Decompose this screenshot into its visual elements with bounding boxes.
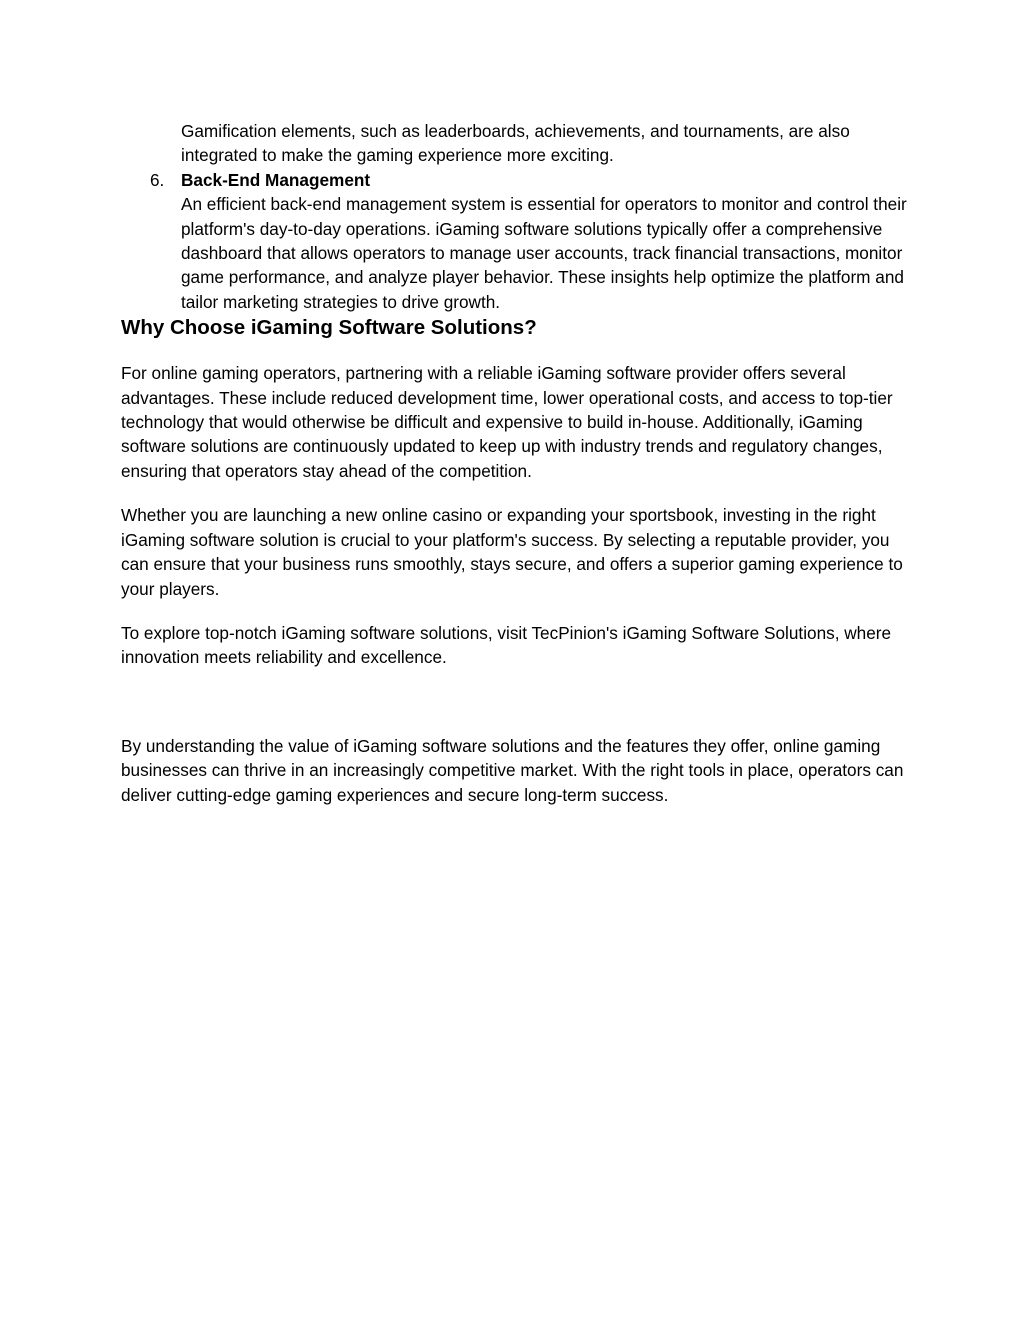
continued-list-item-text: Gamification elements, such as leaderboards, achievements, and tournaments, are also integrated to make the gaming experience more exciting.: [181, 121, 850, 166]
document-page: [121, 119, 911, 807]
list-item-back-end-management: [121, 168, 911, 314]
list-item-text: An efficient back-end management system is essential for operators to monitor and control their platform's day-to-day operations. iGaming software solutions typically offer a comprehensive dashboard that allows operators to manage user accounts, track financial transactions, monitor game performance, and analyze player behavior. These insights help optimize the platform and tailor marketing strategies to drive growth.: [181, 194, 907, 312]
section-heading: Why Choose iGaming Software Solutions?: [121, 316, 537, 340]
paragraph-explore: To explore top-notch iGaming software solutions, visit TecPinion's iGaming Software Solutions, where innovation meets reliability and excellence.: [121, 622, 892, 668]
paragraph-advantages: For online gaming operators, partnering with a reliable iGaming software provider offers several advantages. These include reduced development time, lower operational costs, and access to top-tier technology that would otherwise be difficult and expensive to build in-house. Additionally, iGaming software solutions are continuously updated to keep up with industry trends and regulatory changes, ensuring that operators stay ahead of the competition.: [121, 363, 893, 481]
paragraph-launching: Whether you are launching a new online casino or expanding your sportsbook, investing in the right iGaming software solution is crucial to your platform's success. By selecting a reputable provider, you can ensure that your business runs smoothly, stays secure, and offers a superior gaming experience to your players.: [121, 505, 903, 599]
list-item-number: 6.: [150, 169, 165, 190]
paragraph-closing: By understanding the value of iGaming software solutions and the features they offer, online gaming businesses can thrive in an increasingly competitive market. With the right tools in place, operators can deliver cutting-edge gaming experiences and secure long-term success.: [121, 735, 904, 805]
list-item-title: Back-End Management: [181, 169, 371, 190]
